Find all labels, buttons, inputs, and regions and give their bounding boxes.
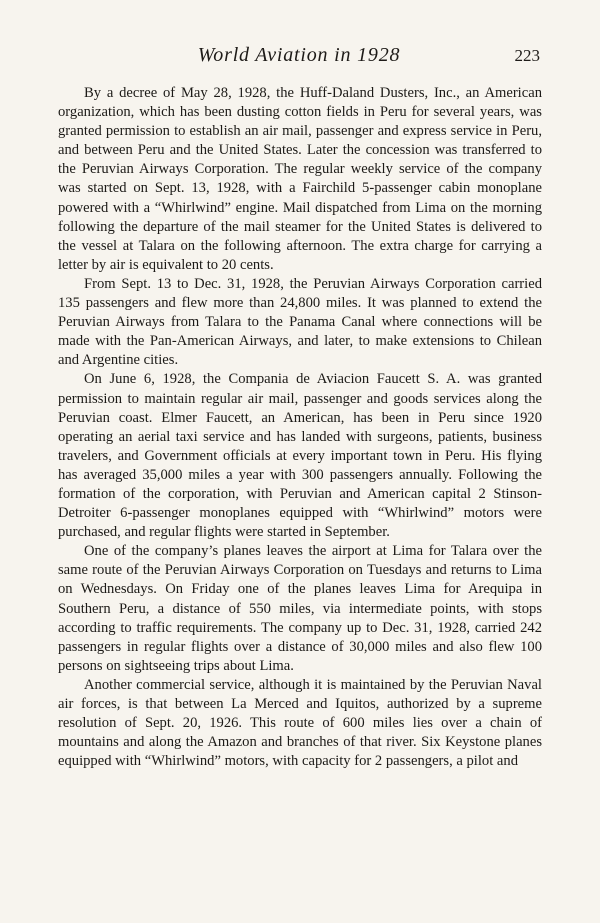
running-head bbox=[58, 44, 540, 70]
body-text bbox=[58, 84, 542, 771]
running-title: World Aviation in 1928 bbox=[197, 44, 401, 66]
page-number: 223 bbox=[514, 46, 540, 65]
paragraph: By a decree of May 28, 1928, the Huff-Daland Dusters, Inc., an American organization, which has been dusting cotton fields in Peru for several years, was granted permission to establish an air mail, passenger and express service in Peru, and between Peru and the United States. Later the concession was transferred to the Peruvian Airways Corporation. The regular weekly service of the company was started on Sept. 13, 1928, with a Fairchild 5-passenger cabin monoplane powered with a “Whirlwind” engine. Mail dispatched from Lima on the morning following the departure of the mail steamer for the United States is delivered to the vessel at Talara on the following afternoon. The extra charge for carrying a letter by air is equivalent to 20 cents. bbox=[58, 85, 542, 273]
paragraph: Another commercial service, although it is maintained by the Peruvian Naval air forces, is that between La Merced and Iquitos, authorized by a supreme resolution of Sept. 20, 1926. This route of 600 miles lies over a chain of mountains and along the Amazon and branches of that river. Six Keystone planes equipped with “Whirlwind” motors, with capacity for 2 passengers, a pilot and bbox=[58, 676, 542, 770]
paragraph: One of the company’s planes leaves the airport at Lima for Talara over the same route of the Peruvian Airways Corporation on Tuesdays and returns to Lima on Wednesdays. On Friday one of the planes leaves Lima for Arequipa in Southern Peru, a distance of 550 miles, via intermediate points, with stops according to traffic requirements. The company up to Dec. 31, 1928, carried 242 passengers in regular flights over a distance of 30,000 miles and also flew 100 persons on sightseeing trips about Lima. bbox=[58, 543, 542, 674]
paragraph: On June 6, 1928, the Compania de Aviacion Faucett S. A. was granted permission to maintain regular air mail, passenger and goods services along the Peruvian coast. Elmer Faucett, an American, has been in Peru since 1920 operating an aerial taxi service and has landed with surgeons, patients, business travelers, and Government officials at every important town in Peru. His flying has averaged 35,000 miles a year with 300 passengers annually. Following the formation of the corporation, with Peruvian and American capital 2 Stinson-Detroiter 6-passenger monoplanes equipped with “Whirlwind” motors were purchased, and regular flights were started in September. bbox=[58, 371, 542, 541]
paragraph: From Sept. 13 to Dec. 31, 1928, the Peruvian Airways Corporation carried 135 passengers and flew more than 24,800 miles. It was planned to extend the Peruvian Airways from Talara to the Panama Canal where connections will be made with the Pan-American Airways, and later, to make extensions to Chilean and Argentine cities. bbox=[58, 275, 542, 369]
